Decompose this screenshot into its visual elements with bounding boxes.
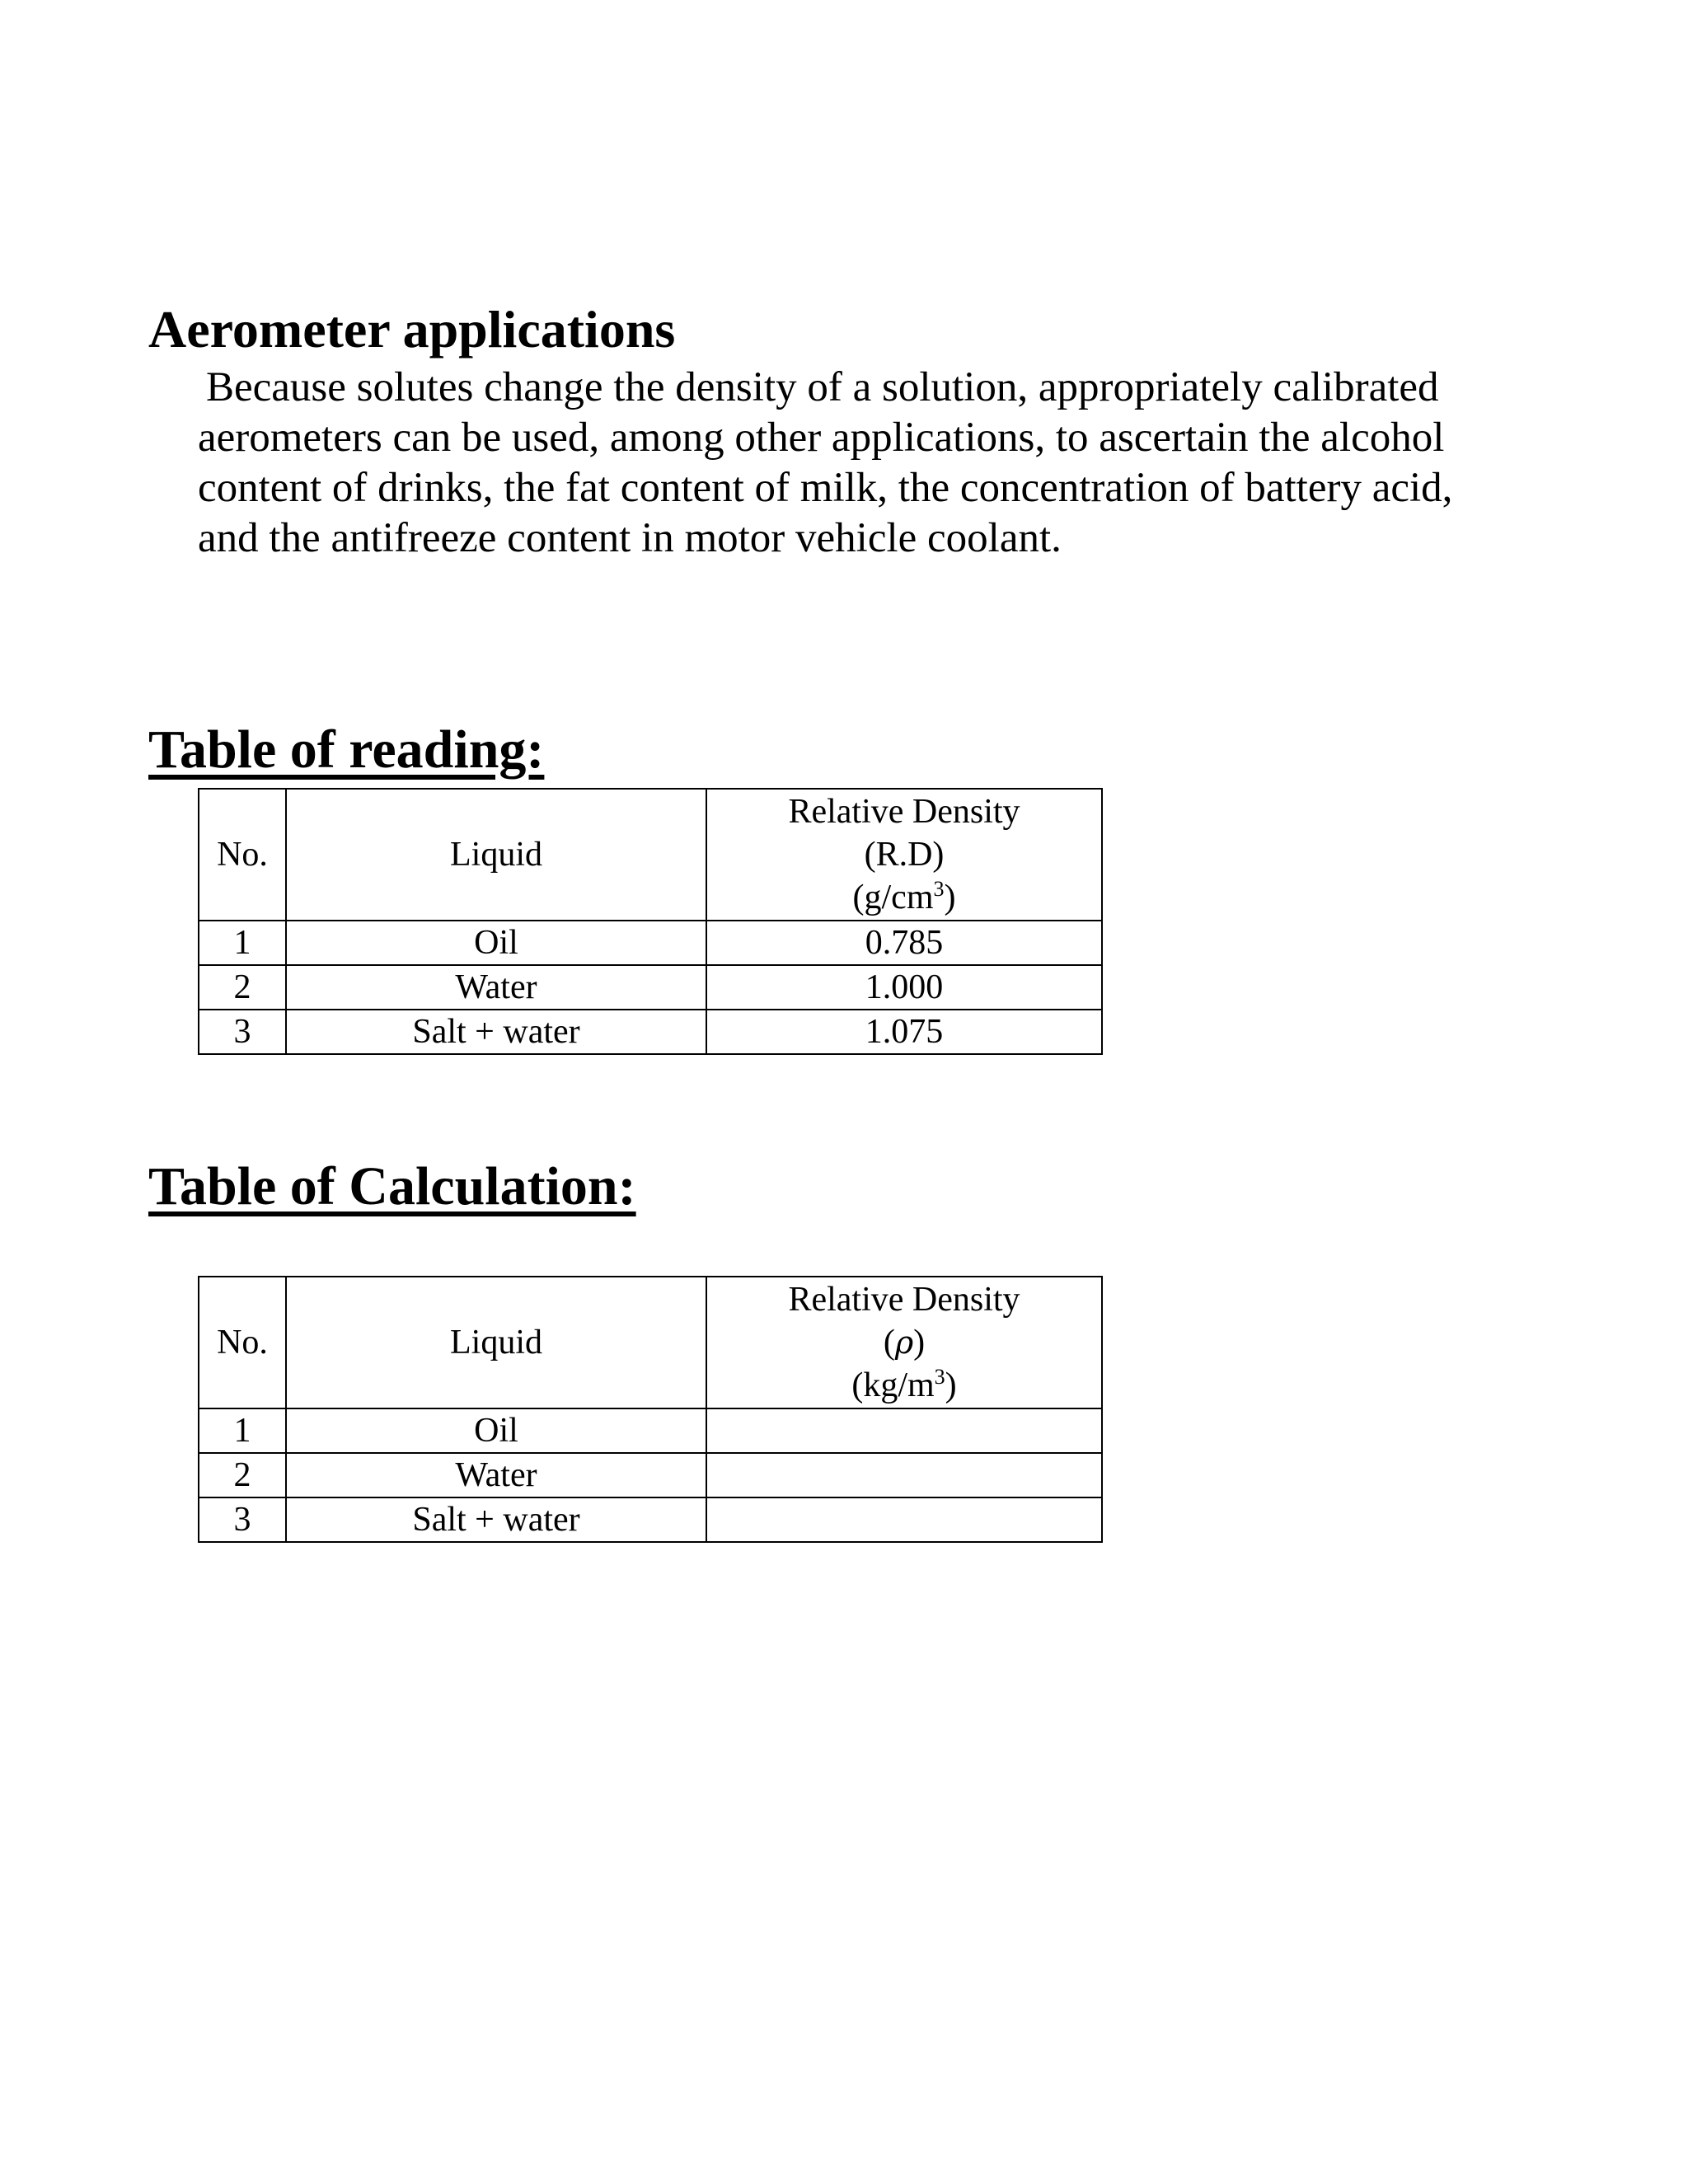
table-row (199, 1408, 1102, 1453)
section-heading-aerometer-applications: Aerometer applications (148, 300, 676, 359)
header-unit (707, 1364, 1101, 1407)
column-header-no: No. (199, 1277, 286, 1408)
cell-liquid: Salt + water (286, 1497, 706, 1542)
symbol-close: ) (913, 1324, 926, 1361)
table-of-reading (198, 788, 1103, 1055)
cell-no: 3 (199, 1010, 286, 1054)
cell-no: 3 (199, 1497, 286, 1542)
cell-liquid: Salt + water (286, 1010, 706, 1054)
column-header-relative-density (706, 789, 1102, 921)
paragraph-line: and the antifreeze content in motor vehicle coolant. (198, 515, 1062, 561)
cell-density: 0.785 (706, 921, 1102, 965)
rho-symbol: ρ (894, 1324, 914, 1361)
cell-no: 2 (199, 965, 286, 1010)
header-symbol (707, 1321, 1101, 1364)
cell-liquid: Oil (286, 1408, 706, 1453)
cell-liquid: Water (286, 965, 706, 1010)
unit-close: ) (944, 879, 956, 916)
paragraph-line: aerometers can be used, among other applications, to ascertain the alcohol (198, 415, 1445, 461)
cell-no: 1 (199, 921, 286, 965)
column-header-no: No. (199, 789, 286, 921)
table-row (199, 921, 1102, 965)
unit-exponent: 3 (934, 1365, 945, 1389)
intro-paragraph (198, 363, 1517, 564)
table-row (199, 1453, 1102, 1497)
cell-no: 1 (199, 1408, 286, 1453)
header-line: Relative Density (788, 793, 1020, 831)
paragraph-line: content of drinks, the fat content of milk, the concentration of battery acid, (198, 465, 1453, 511)
table-header-row (199, 1277, 1102, 1408)
table-row (199, 1497, 1102, 1542)
column-header-liquid: Liquid (286, 1277, 706, 1408)
cell-density (706, 1408, 1102, 1453)
cell-density (706, 1497, 1102, 1542)
cell-liquid: Oil (286, 921, 706, 965)
unit-exponent: 3 (933, 877, 945, 901)
table-row (199, 965, 1102, 1010)
cell-no: 2 (199, 1453, 286, 1497)
unit-close: ) (945, 1366, 957, 1404)
cell-density: 1.000 (706, 965, 1102, 1010)
table-row (199, 1010, 1102, 1054)
paragraph-line: Because solutes change the density of a solution, appropriately calibrated (206, 364, 1439, 410)
symbol-open: ( (883, 1324, 895, 1361)
table-header-row (199, 789, 1102, 921)
unit-base: (g/cm (852, 879, 934, 916)
table-of-reading-heading: Table of reading: (148, 719, 545, 780)
cell-density: 1.075 (706, 1010, 1102, 1054)
header-line: (R.D) (864, 836, 945, 874)
cell-density (706, 1453, 1102, 1497)
table-of-calculation-heading: Table of Calculation: (148, 1156, 636, 1216)
header-line: Relative Density (788, 1281, 1020, 1319)
cell-liquid: Water (286, 1453, 706, 1497)
column-header-relative-density (706, 1277, 1102, 1408)
table-of-calculation (198, 1276, 1103, 1543)
column-header-liquid: Liquid (286, 789, 706, 921)
unit-base: (kg/m (851, 1366, 935, 1404)
header-unit (707, 876, 1101, 919)
